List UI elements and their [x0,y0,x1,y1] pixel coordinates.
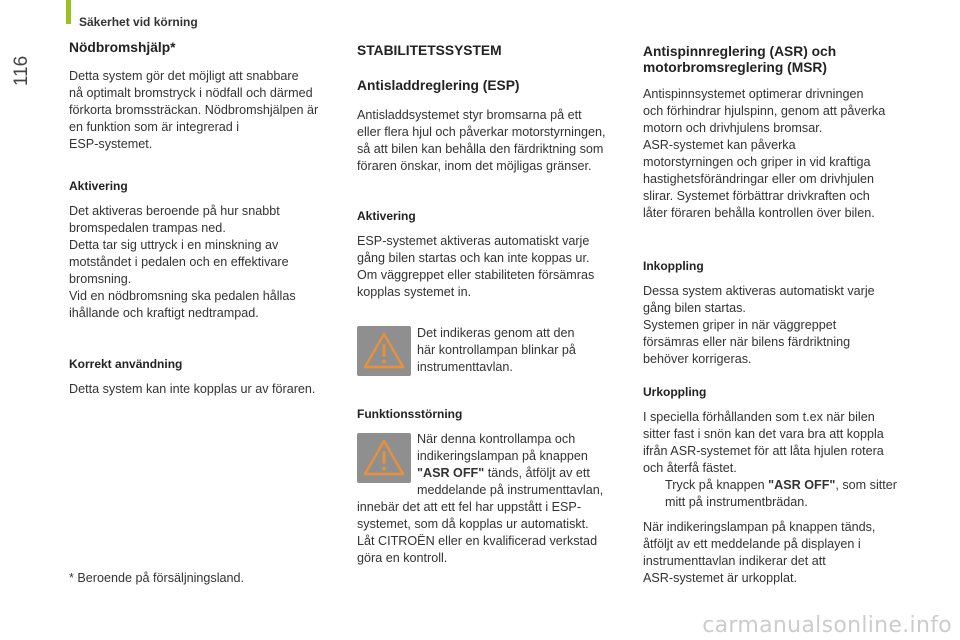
heading-malfunction: Funktionsstörning [357,407,463,421]
bullet-icon [643,477,665,511]
paragraph-asr-intro: Antispinnsystemet optimerar drivningen och förhindrar hjulspinn, genom att påverka motorn och drivhjulens bromsar. ASR-systemet kan påverka motorstyrningen och griper in vid kraftiga hastighetsförändringar eller om drivhjulen slirar. Systemet förbättrar drivkraften och låter föraren behålla kontrollen över bilen. [643,87,886,220]
paragraph-malfunction-cont: innebär det att ett fel har uppstått i ESP- systemet, som då kopplas ur automatiskt. Låt CITROËN eller en kvalificerad verkstad göra en kontroll. [357,500,598,565]
paragraph-disengage: I speciella förhållanden som t.ex när bilen sitter fast i snön kan det vara bra att koppla ifrån ASR-systemet för att låta hjulen rotera och återfå fästet. [643,410,884,475]
heading-emergency-brake-assist: Nödbromshjälp* [69,40,176,55]
paragraph-esp-intro: Antisladdsystemet styr bromsarna på ett eller flera hjul och påverkar motorstyrningen, så att bilen kan behålla den färdriktning som föraren önskar, inom det möjligas gränser. [357,108,606,173]
malfunction-warning-lamp-image [357,433,411,483]
paragraph-closing: När indikeringslampan på knappen tänds, åtföljt av ett meddelande på displayen i instrumenttavlan indikerar det att ASR-systemet är urkopplat. [643,520,876,585]
page-number: 116 [11,55,32,87]
paragraph-engage: Dessa system aktiveras automatiskt varje gång bilen startas. Systemen griper in när väggreppet försämras eller när bilens färdriktning behöver korrigeras. [643,284,875,366]
warning-triangle-icon [361,330,407,372]
list-item [643,477,923,511]
asr-off-label: "ASR OFF" [768,478,836,492]
heading-correct-use: Korrekt användning [69,357,183,371]
warning-triangle-icon [361,437,407,479]
paragraph-indicator: Det indikeras genom att den här kontrollampan blinkar på instrumenttavlan. [417,326,576,374]
malfunction-text-b: tänds, åtföljt av ett meddelande på instrumenttavlan, [417,466,604,497]
section-title: Säkerhet vid körning [79,15,198,29]
heading-esp-activation: Aktivering [357,209,416,223]
paragraph-esp-activation: ESP-systemet aktiveras automatiskt varje gång bilen startas och kan inte koppas ur. Om väggreppet eller stabiliteten försämras kopplas systemet in. [357,234,595,299]
asr-off-label: "ASR OFF" [417,466,485,480]
watermark: carmanualsonline.info [702,613,952,638]
bullet-text-a: Tryck på knappen [665,478,769,492]
heading-esp: Antisladdreglering (ESP) [357,78,520,93]
malfunction-text-block [417,431,632,499]
esp-warning-lamp-image [357,326,411,376]
footnote: * Beroende på försäljningsland. [69,571,245,585]
paragraph-correct-use: Detta system kan inte kopplas ur av föraren. [69,382,316,396]
column-emergency-brake-assist [69,40,344,398]
section-accent-bar [66,0,71,24]
malfunction-text-cont [357,499,632,567]
heading-stability-system: STABILITETSSYSTEM [357,43,502,58]
heading-asr-msr: Antispinnreglering (ASR) och motorbromsreglering (MSR) [643,44,837,75]
heading-engage: Inkoppling [643,259,704,273]
bullet-text-b: , som sitter mitt på instrumentbrädan. [665,478,897,509]
column-stability-system [357,43,629,301]
malfunction-section [357,406,629,423]
paragraph-activation: Det aktiveras beroende på hur snabbt bromspedalen trampas ned. Detta tar sig uttryck i en minskning av motståndet i pedalen och en effektivare bromsning. Vid en nödbromsning ska pedalen hållas ihållande och kraftigt nedtrampad. [69,204,296,320]
column-asr-msr [643,44,923,587]
heading-disengage: Urkoppling [643,385,707,399]
heading-activation: Aktivering [69,179,128,193]
paragraph-intro: Detta system gör det möjligt att snabbare nå optimalt bromstryck i nödfall och därmed förkorta bromssträckan. Nödbromshjälpen är en funktion som är integrerad i ESP-systemet. [69,69,319,151]
esp-indicator-note [417,325,617,376]
malfunction-text-a: När denna kontrollampa och indikeringslampan på knappen [417,432,588,463]
